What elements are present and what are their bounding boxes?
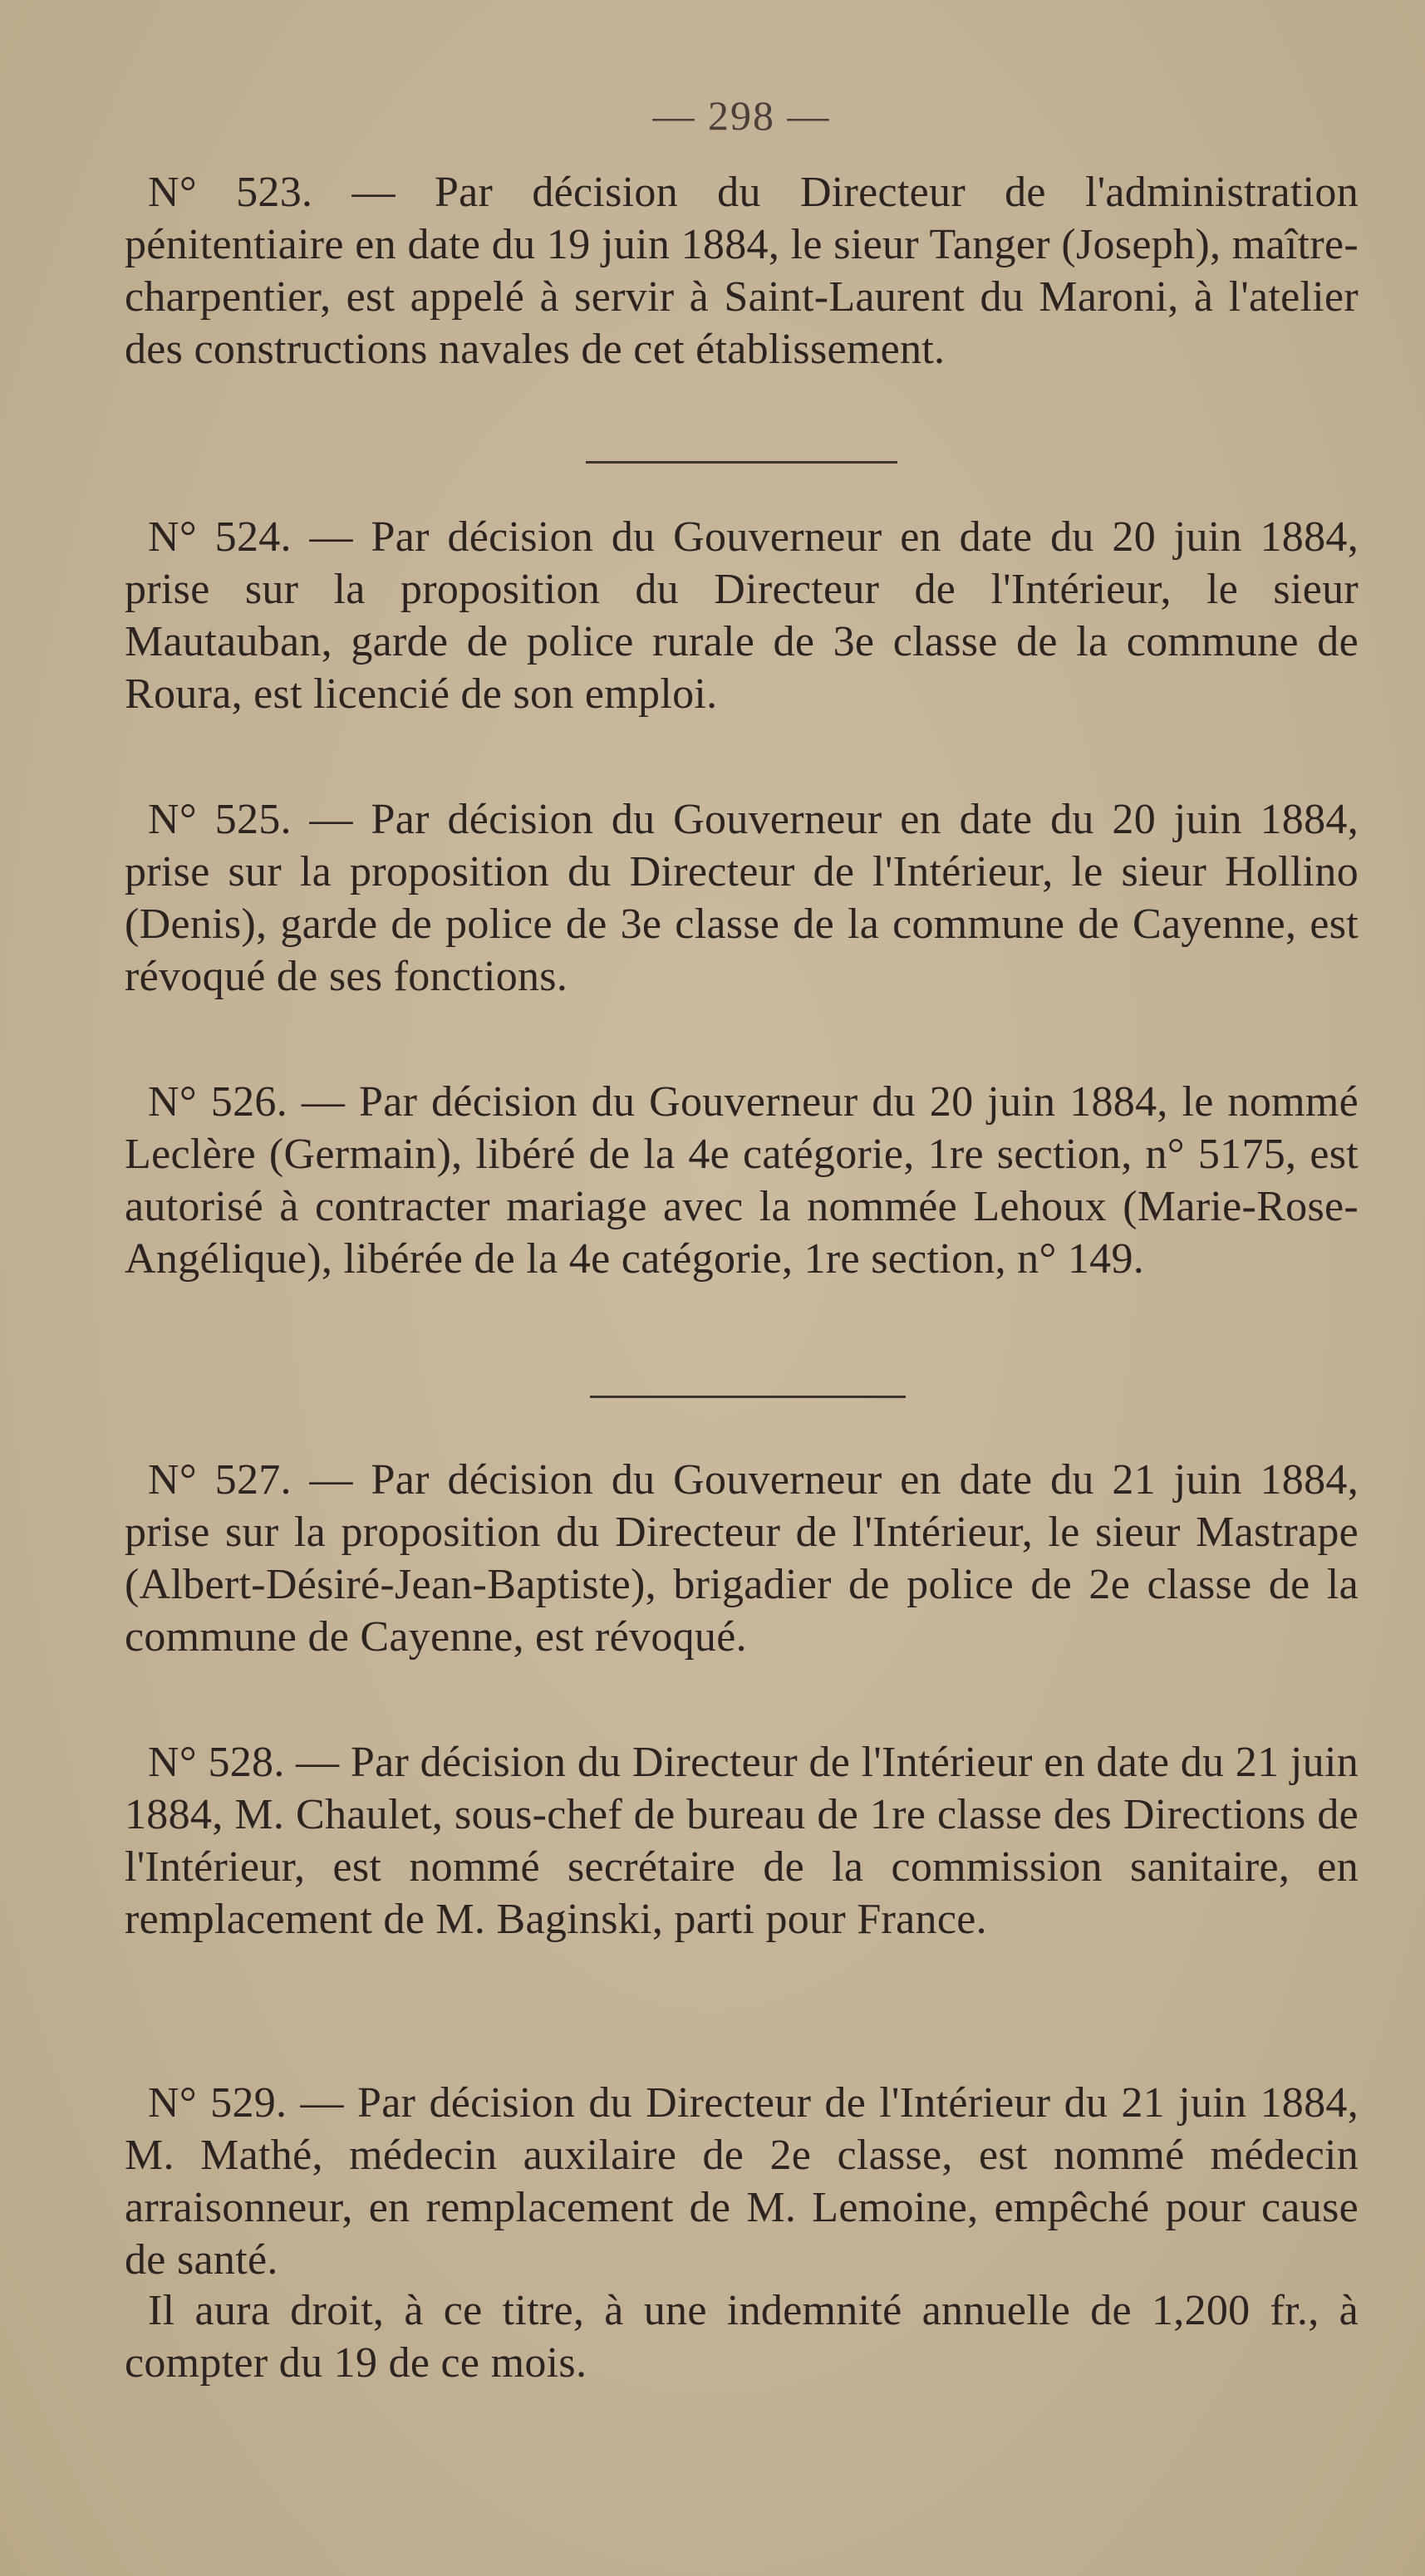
- entry-527: N° 527. — Par décision du Gouverneur en date du 21 juin 1884, prise sur la proposition du Directeur de l'Intérieur, le sieur Mastrape (Albert-Désiré-Jean-Baptiste), brigadier de police de 2e classe de la commune de Cayenne, est révoqué.: [125, 1456, 1359, 1661]
- entry-529: N° 529. — Par décision du Directeur de l'Intérieur du 21 juin 1884, M. Mathé, médecin auxilaire de 2e classe, est nommé médecin arraisonneur, en remplacement de M. Lemoine, empêché pour cause de santé.: [125, 2079, 1359, 2284]
- separator-rule: [586, 461, 897, 464]
- page-number: — 298 —: [652, 92, 831, 139]
- entry-528: N° 528. — Par décision du Directeur de l'Intérieur en date du 21 juin 1884, M. Chaulet, sous-chef de bureau de 1re classe des Directions de l'Intérieur, est nommé secrétaire de la commission sanitaire, en remplacement de M. Baginski, parti pour France.: [125, 1739, 1359, 1943]
- entry-526: N° 526. — Par décision du Gouverneur du 20 juin 1884, le nommé Leclère (Germain), libéré de la 4e catégorie, 1re section, n° 5175, est autorisé à contracter mariage avec la nommée Lehoux (Marie-Rose-Angélique), libérée de la 4e catégorie, 1re section, n° 149.: [125, 1078, 1359, 1283]
- entry-529-continuation: Il aura droit, à ce titre, à une indemnité annuelle de 1,200 fr., à compter du 19 de ce mois.: [125, 2287, 1359, 2387]
- entry-525: N° 525. — Par décision du Gouverneur en date du 20 juin 1884, prise sur la proposition du Directeur de l'Intérieur, le sieur Hollino (Denis), garde de police de 3e classe de la commune de Cayenne, est révoqué de ses fonctions.: [125, 796, 1359, 1000]
- separator-rule: [590, 1396, 906, 1398]
- entry-523: N° 523. — Par décision du Directeur de l'administration pénitentiaire en date du 19 juin 1884, le sieur Tanger (Joseph), maître-charpentier, est appelé à servir à Saint-Laurent du Maroni, à l'atelier des constructions navales de cet établissement.: [125, 169, 1359, 373]
- entry-524: N° 524. — Par décision du Gouverneur en date du 20 juin 1884, prise sur la proposition du Directeur de l'Intérieur, le sieur Mautauban, garde de police rurale de 3e classe de la commune de Roura, est licencié de son emploi.: [125, 513, 1359, 718]
